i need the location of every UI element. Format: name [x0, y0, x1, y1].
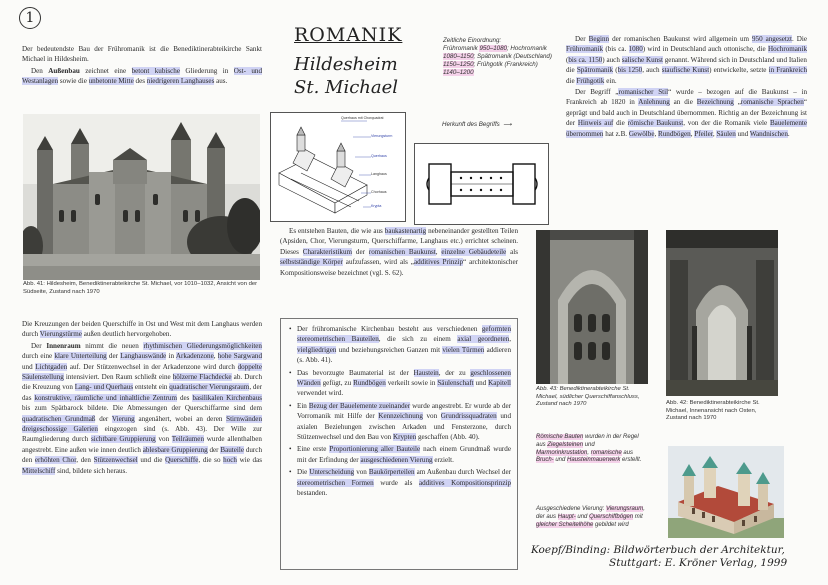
diagram-label-4: Langhaus [371, 172, 387, 176]
interior-transept-illustration [536, 230, 648, 384]
summary-list [287, 324, 511, 499]
church-model-photo [668, 446, 784, 538]
source-line-2: Stuttgart: E. Kröner Verlag, 1999 [609, 557, 788, 569]
lower-paragraph-1: Die Kreuzungen der beiden Querschiffe in Ost und West mit dem Langhaus werden durch Vierungstürme außen deutlich hervorgehoben. [22, 320, 262, 339]
summary-item: • Der frühromanische Kirchenbau besteht aus verschiedenen geformten stereometrischen Bauteilen, die sich zu einem axial geordneten, vielgliedrigen und beziehungsreichen Ganzen mit vielen Türmen addieren (s. Abb. 41). [297, 324, 511, 366]
summary-box [280, 318, 518, 570]
summary-item: • Das bevorzugte Baumaterial ist der Haustein, der zu geschlossenen Wänden gefügt, zu Rundbögen verkeilt sowie in Säulenschaft und Kapitell verwendet wird. [297, 368, 511, 399]
lower-paragraph-2: Der Innenraum nimmt die neuen rhythmischen Gliederungsmöglichkeiten durch eine klare Unterteilung der Langhauswände in Arkadenzone, hohe Sargwand und Lichtgaden auf. Der Stützenwechsel in der Arkadenzone wird durch doppelte Säulenstellung intensiviert. Den Raum schließt eine hölzerne Flachdecke ab. Durch die Kreuzung von Lang- und Querhaus entsteht ein quadratischer Vierungsraum, der das konstruktive, räumliche und inhaltliche Zentrum des basilikalen Kirchenbaus bis zum Spätbarock bildete. Die Abmessungen der Querschiffarme sind dem quadratischen Grundmaß der Vierung angenähert, wobei an deren Stirnwänden dreigeschossige Galerien eingezogen sind (s. Abb. 43). Der Wille zur Raumgliederung durch sichtbare Gruppierung von Teilräumen wurde allenthalben angestrebt. Eine außen wie innen deutlich ablesbare Gruppierung der Bauteile durch den erhöhten Chor, den Stützenwechsel und die Querschiffe, die so hoch wie das Mittelschiff sind, bildete sich heraus. [22, 341, 263, 475]
beginning-paragraph: Der Beginn der romanischen Baukunst wird allgemein um 950 angesetzt. Die Frühromanik (bis ca. 1080) wird in Deutschland auch ottonische, die Hochromanik (bis ca. 1150) auch salische Kunst genannt. Während sich in Deutschland und Italien die Spätromanik (bis 1250, auch staufische Kunst) entwickelte, setzte in Frankreich die Frühgotik ein. [566, 35, 807, 85]
chronology-note [443, 37, 553, 77]
crossing-definition-note: Ausgeschiedene Vierung: Vierungsraum, der aus Haupt- und Querschiffbögen mit gleicher Scheitelhöhe gebildet wird [536, 506, 645, 528]
col2-text [280, 226, 518, 279]
additive-principle-paragraph: Es entstehen Bauten, die wie aus baukastenartig nebeneinander gestellten Teilen (Apsiden, Chor, Vierungsturm, Querschiffarme, Langhaus etc.) errichtet scheinen. Dieses Charakteristikum der romanischen Baukunst, einzelne Gebäudeteile als selbstständige Körper aufzufassen, wird als „additives Prinzip“ architektonischer Kompositionsweise bezeichnet (vgl. S. 62). [280, 227, 519, 277]
chronology-title: Zeitliche Einordnung: [443, 37, 502, 44]
diagram-label-5: Chorhaus [371, 190, 387, 194]
chronology-periods: Frühromanik 950–1080; Hochromanik 1080–1150; Spätromanik (Deutschland) 1150–1250; Frühgotik (Frankreich) 1140–1200 [443, 45, 552, 76]
page-number: 1 [19, 7, 41, 29]
col1-lower-text [22, 319, 262, 477]
summary-item: • Die Unterscheidung von Baukörperteilen am Außenbau durch Wechsel der stereometrischen Formen wurde als additives Kompositionsprinzip bestanden. [297, 467, 511, 498]
floor-plan-diagram [414, 143, 549, 225]
caption-abb-43: Abb. 43: Benediktinerabteikirche St. Michael, südlicher Querschiffanschluss, Zustand nach 1970 [536, 386, 640, 408]
diagram-label-3: Querhaus [371, 154, 387, 158]
arrow-right-icon: ⟶ [503, 121, 513, 128]
col1-intro [22, 44, 262, 88]
title-hildesheim: Hildesheim [294, 54, 398, 75]
church-model-illustration [668, 446, 784, 538]
roman-buildings-note: Römische Bauten wurden in der Regel aus Ziegelsteinen und Marmorinkrustation, romanische aus Bruch- und Hausteinmauerwerk erstellt. [536, 434, 642, 464]
church-exterior-illustration [23, 114, 260, 280]
axonometric-diagram [270, 112, 406, 222]
intro-paragraph-1: Der bedeutendste Bau der Frühromanik ist die Benediktinerabteikirche Sankt Michael in Hildesheim. [22, 45, 262, 64]
handwritten-source [531, 544, 816, 570]
diagram-label-6: Krypta [371, 204, 382, 208]
interior-transept-photo [536, 230, 648, 384]
summary-item: • Eine erste Proportionierung aller Bauteile nach einem Grundmaß wurde mit der Erfindung der ausgeschiedenen Vierung erzielt. [297, 444, 511, 465]
diagram-label-2: Vierungsturm [371, 134, 393, 138]
church-exterior-photo [23, 114, 260, 280]
interior-nave-photo [666, 230, 778, 396]
caption-abb-41: Abb. 41: Hildesheim, Benediktinerabteikirche St. Michael, vor 1010–1032, Ansicht von der Südseite, Zustand nach 1970 [23, 281, 258, 295]
col4-text [566, 34, 807, 140]
handwritten-title [294, 24, 414, 98]
caption-abb-42: Abb. 42: Benediktinerabteikirche St. Michael, Innenansicht nach Osten, Zustand nach 1970 [666, 400, 760, 422]
summary-item: • Ein Bezug der Bauelemente zueinander wurde angestrebt. Er wurde ab der Vorromanik mit Hilfe der Kennzeichnung von Grundrissquadraten und axialen Beziehungen zwischen Arkaden und Fensterzone, durch Stützenwechsel und den Bau von Krypten geschaffen (Abb. 40). [297, 401, 511, 443]
title-romanik: ROMANIK [294, 24, 403, 46]
term-origin-paragraph: Der Begriff „romanischer Stil“ wurde – bezogen auf die Baukunst – in Frankreich ab 1820 in Anlehnung an die Bezeichnung „romanische Sprachen“ geprägt und bald auch in Deutschland übernommen. Richtig an der Bezeichnung ist der Hinweis auf die römische Baukunst, von der die Romanik viele Bauelemente übernommen hat z.B. Gewölbe, Rundbögen, Pfeiler, Säulen und Wandnischen. [566, 88, 807, 138]
intro-paragraph-2: Den Außenbau zeichnet eine betont kubische Gliederung in Ost- und Westanlagen sowie die unbetonte Mitte des niedrigeren Langhauses aus. [22, 66, 263, 86]
interior-nave-illustration [666, 230, 778, 396]
floor-plan-drawing [415, 144, 548, 224]
source-line-1: Koepf/Binding: Bildwörterbuch der Architektur, [531, 544, 785, 556]
herkunft-note [442, 121, 562, 129]
title-st-michael: St. Michael [294, 77, 399, 98]
herkunft-label: Herkunft des Begriffs [442, 121, 500, 128]
diagram-label-1: Querhaus mit Chorquadrat [341, 116, 384, 120]
